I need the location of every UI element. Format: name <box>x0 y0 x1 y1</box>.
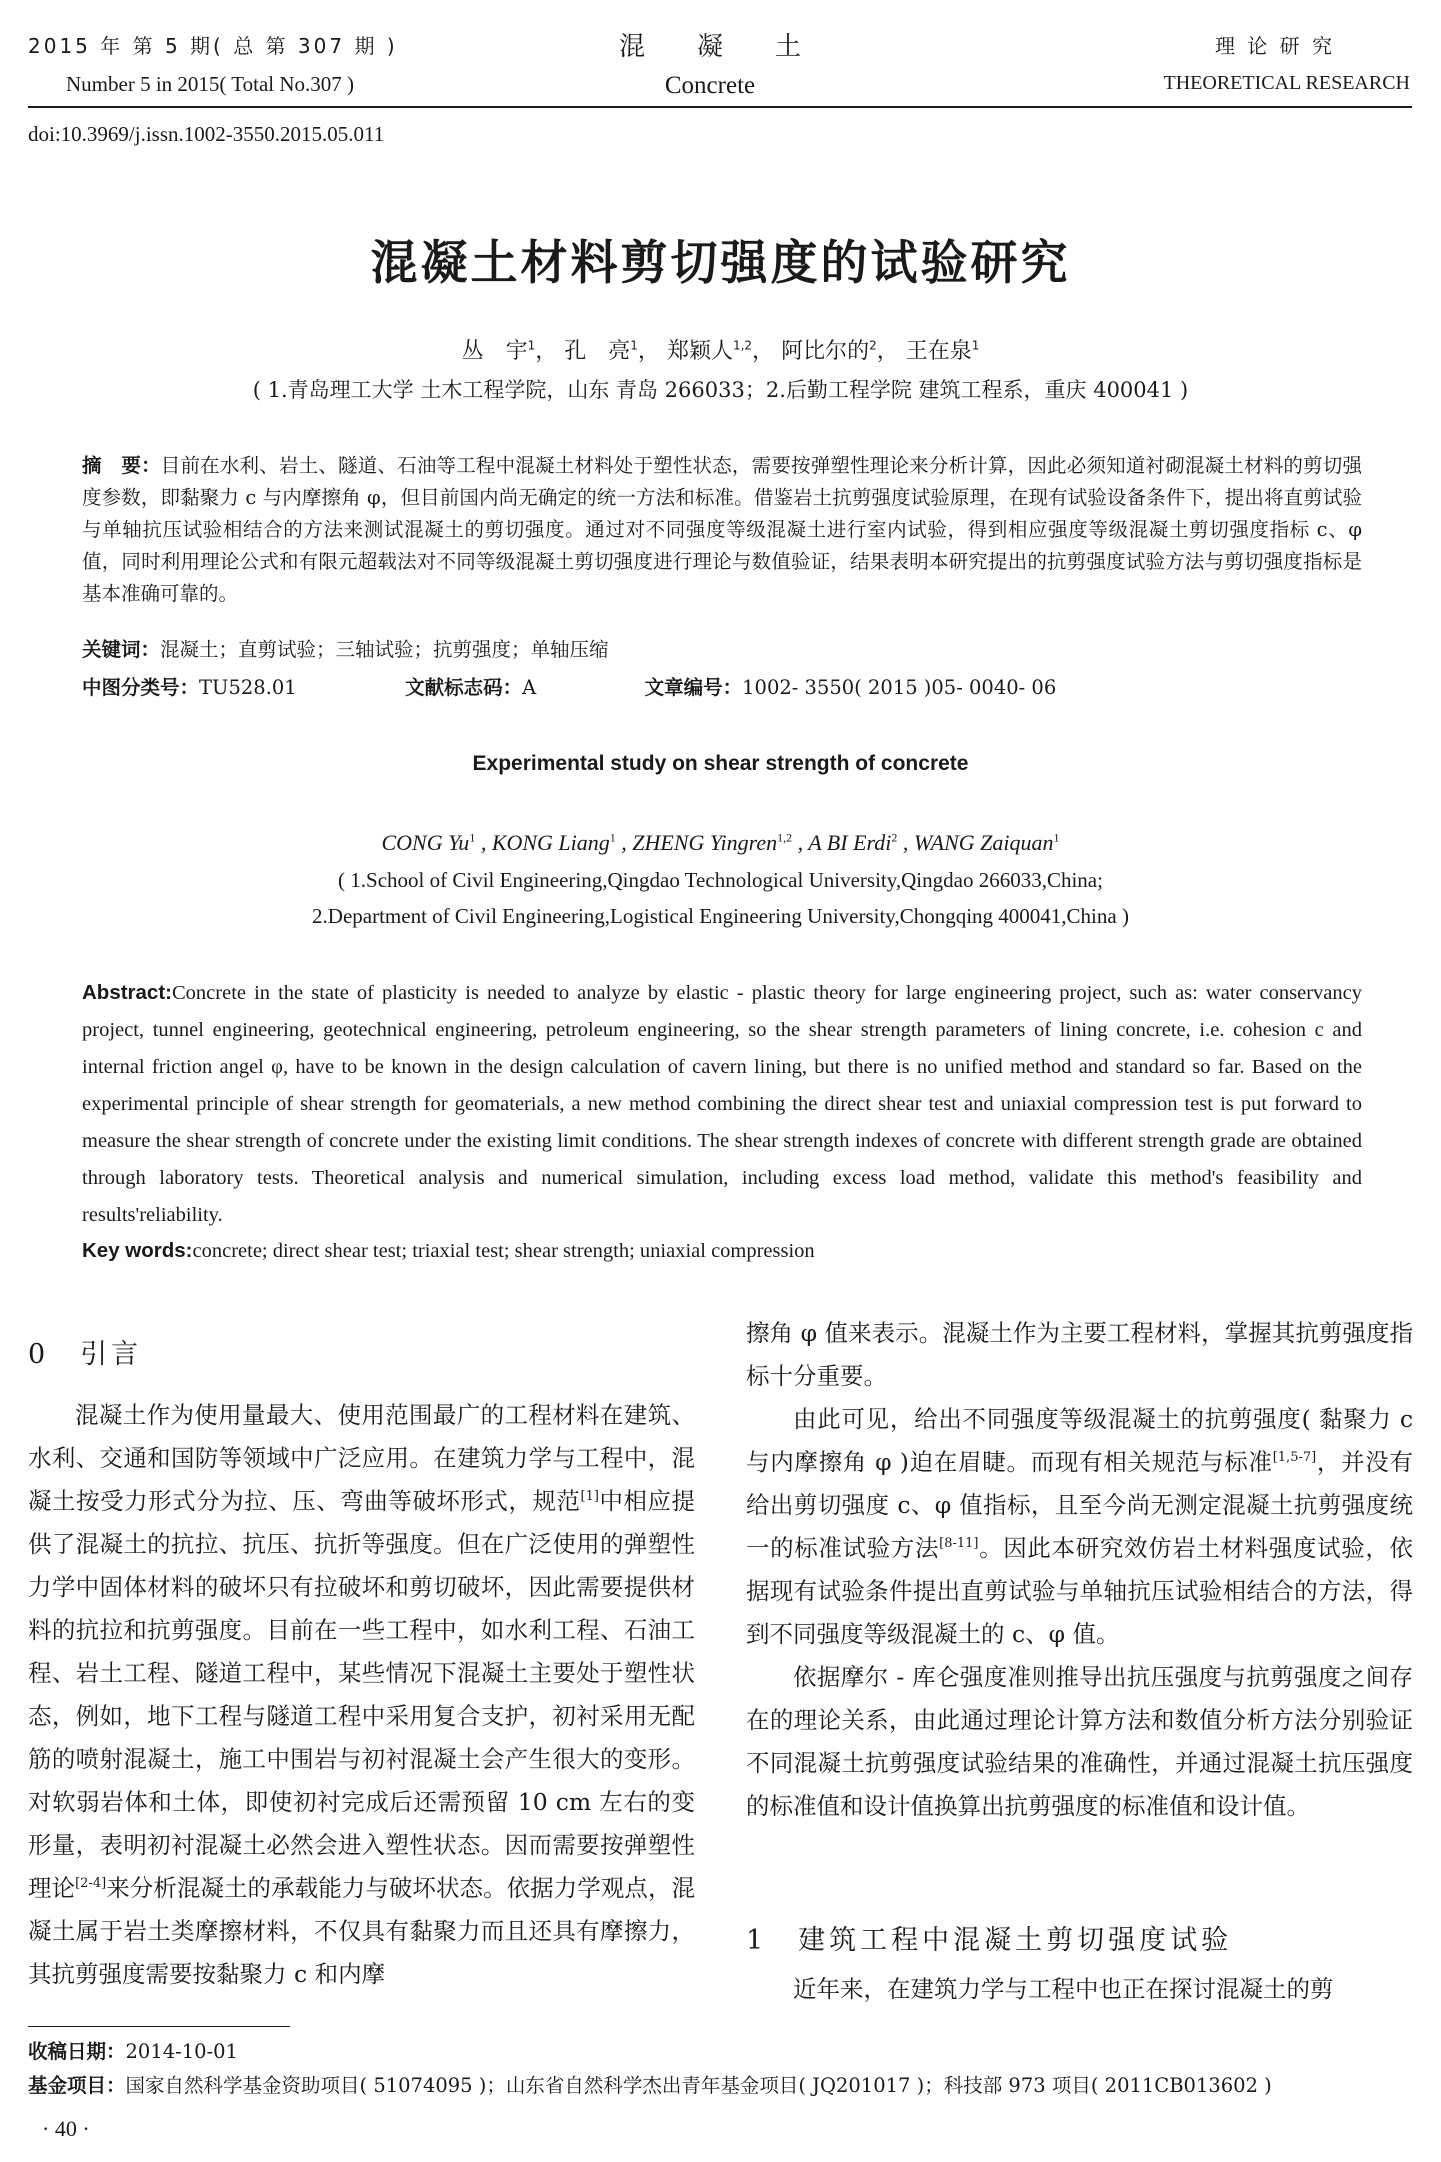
left-column <box>28 1394 695 1996</box>
author-name: 王在泉 <box>905 339 972 364</box>
author-separator: , <box>615 830 627 855</box>
keywords-en <box>82 1232 1362 1270</box>
affiliation-en-2: 2.Department of Civil Engineering,Logistical Engineering University,Chongqing 400041,China ) <box>312 904 1129 928</box>
paragraph-text: 中相应提供了混凝土的抗拉、抗压、抗折等强度。但在广泛使用的弹塑性力学中固体材料的破坏只有拉破坏和剪切破坏，因此需要提供材料的抗拉和抗剪强度。目前在一些工程中，如水利工程、石油工程、岩土工程、隧道工程中，某些情况下混凝土主要处于塑性状态，例如，地下工程与隧道工程中采用复合支护，初衬采用无配筋的喷射混凝土，施工中围岩与初衬混凝土会产生很大的变形。对软弱岩体和土体，即使初衬完成后还需预留 10 cm 左右的变形量，表明初衬混凝土必然会进入塑性状态。因而需要按弹塑性理论 <box>28 1487 696 1902</box>
author-separator: ， <box>752 339 775 364</box>
keywords-cn-label: 关键词： <box>82 638 161 661</box>
page-title: 混凝土材料剪切强度的试验研究 <box>370 236 1071 291</box>
paragraph-text: 。因此本研究效仿岩土材料强度试验，依据现有试验条件提出直剪试验与单轴抗压试验相结合的方法，得到不同强度等级混凝土的 c、φ 值。 <box>746 1534 1414 1648</box>
author-name: 孔 亮 <box>564 339 631 364</box>
doc-code-label: 文献标志码： <box>405 676 523 699</box>
paragraph: 依据摩尔 - 库仑强度准则推导出抗压强度与抗剪强度之间存在的理论关系，由此通过理论计算方法和数值分析方法分别验证不同混凝土抗剪强度试验结果的准确性，并通过混凝土抗压强度的标准值和设计值换算出抗剪强度的标准值和设计值。 <box>746 1663 1413 1820</box>
author-name: 郑颖人 <box>666 339 733 364</box>
affiliation-en-1: ( 1.School of Civil Engineering,Qingdao Technological University,Qingdao 266033,China; <box>338 868 1103 892</box>
article-number-label: 文章编号： <box>644 676 743 699</box>
abstract-cn-label: 摘 要： <box>82 454 161 477</box>
author-affil-mark: 1 <box>630 338 638 353</box>
fund-label: 基金项目： <box>28 2074 126 2097</box>
author-name-en: KONG Liang <box>491 830 610 855</box>
classification <box>82 672 1362 704</box>
abstract-en-text: Concrete in the state of plasticity is needed to analyze by elastic - plastic theory for large engineering project, such as: water conservancy project, tunnel engineering, geotechnical engineering, petroleum engineering, so the shear strength parameters of lining concrete, i.e. cohesion c and internal friction angel φ, have to be known in the design calculation of cavern lining, but there is no unified method and standard so far. Based on the experimental principle of shear strength for geomaterials, a new method combining the direct shear test and uniaxial compression test is put forward to measure the shear strength of concrete under the existing limit conditions. The shear strength indexes of concrete with different strength grade are obtained through laboratory tests. Theoretical analysis and numerical simulation, including excess load method, validate this method's feasibility and results'reliability. <box>82 982 1362 1226</box>
affiliation-cn: ( 1.青岛理工大学 土木工程学院，山东 青岛 266033；2.后勤工程学院 建筑工程系，重庆 400041 ) <box>252 378 1189 402</box>
footnote-rule <box>28 2026 290 2027</box>
author-separator: , <box>475 830 487 855</box>
author-affil-mark: 1 <box>527 338 536 353</box>
keywords-en-text: concrete; direct shear test; triaxial test; shear strength; uniaxial compression <box>192 1240 815 1262</box>
header-column-en: THEORETICAL RESEARCH <box>1163 72 1410 94</box>
paragraph <box>28 1394 695 1996</box>
author-separator: , <box>792 830 804 855</box>
received-date <box>28 2036 238 2064</box>
author-separator: ， <box>637 339 660 364</box>
keywords-cn <box>82 634 1362 666</box>
paragraph-text: 混凝土作为使用量最大、使用范围最广的工程材料在建筑、水利、交通和国防等领域中广泛应用。在建筑力学与工程中，混凝土按受力形式分为拉、压、弯曲等破坏形式，规范 <box>28 1401 695 1515</box>
header-issue-en: Number 5 in 2015( Total No.307 ) <box>66 72 355 96</box>
doc-code-value: A <box>522 676 537 699</box>
author-name: 阿比尔的 <box>781 339 870 364</box>
author-affil-mark: 1 <box>469 830 476 845</box>
clc-label: 中图分类号： <box>82 676 200 699</box>
title-en: Experimental study on shear strength of concrete <box>472 752 969 775</box>
author-affil-mark: 1,2 <box>777 830 793 845</box>
right-column-continued <box>746 1968 1413 2011</box>
author-name-en: WANG Zaiquan <box>913 830 1054 855</box>
paragraph: 擦角 φ 值来表示。混凝土作为主要工程材料，掌握其抗剪强度指标十分重要。 <box>746 1319 1413 1390</box>
author-separator: ， <box>876 339 899 364</box>
author-affil-mark: 1 <box>971 338 980 353</box>
page-number: · 40 · <box>42 2116 90 2141</box>
authors-en <box>0 830 1441 856</box>
author-affil-mark: 1 <box>609 830 616 845</box>
citation: [2-4] <box>75 1876 107 1892</box>
paragraph <box>746 1398 1413 1656</box>
authors-cn <box>0 334 1441 365</box>
abstract-en <box>82 974 1362 1234</box>
keywords-cn-text: 混凝土；直剪试验；三轴试验；抗剪强度；单轴压缩 <box>160 638 609 661</box>
author-separator: , <box>897 830 909 855</box>
author-affil-mark: 1 <box>1053 830 1060 845</box>
citation: [1,5-7] <box>1272 1450 1317 1466</box>
section-heading-1: 1 建筑工程中混凝土剪切强度试验 <box>746 1925 1233 1956</box>
header-rule <box>28 106 1412 108</box>
received-value: 2014-10-01 <box>125 2040 238 2063</box>
author-name-en: ZHENG Yingren <box>632 830 778 855</box>
author-name-en: CONG Yu <box>381 830 470 855</box>
right-column <box>746 1312 1413 1828</box>
article-number-value: 1002- 3550( 2015 )05- 0040- 06 <box>742 676 1057 699</box>
fund-info <box>28 2070 1418 2098</box>
paragraph: 近年来，在建筑力学与工程中也正在探讨混凝土的剪 <box>793 1975 1334 2003</box>
author-affil-mark: 2 <box>869 338 877 353</box>
citation: [1] <box>580 1489 599 1505</box>
clc-value: TU528.01 <box>199 676 297 699</box>
abstract-cn-text: 目前在水利、岩土、隧道、石油等工程中混凝土材料处于塑性状态，需要按弹塑性理论来分析计算，因此必须知道衬砌混凝土材料的剪切强度参数，即黏聚力 c 与内摩擦角 φ，但目前国内尚无确定的统一方法和标准。借鉴岩土抗剪强度试验原理，在现有试验设备条件下，提出将直剪试验与单轴抗压试验相结合的方法来测试混凝土的剪切强度。通过对不同强度等级混凝土进行室内试验，得到相应强度等级混凝土剪切强度指标 c、φ 值，同时利用理论公式和有限元超载法对不同等级混凝土剪切强度进行理论与数值验证，结果表明本研究提出的抗剪强度试验方法与剪切强度指标是基本准确可靠的。 <box>82 454 1362 605</box>
fund-value: 国家自然科学基金资助项目( 51074095 )；山东省自然科学杰出青年基金项目( JQ201017 )；科技部 973 项目( 2011CB013602 ) <box>125 2074 1272 2097</box>
header-journal-cn: 混 凝 土 <box>618 32 801 62</box>
paragraph-text: 由此可见，给出不同强度等级混凝土的抗剪强度( 黏聚力 c 与内摩擦角 φ )迫在眉睫。而现有相关规范与标准 <box>746 1405 1413 1476</box>
author-name: 丛 宇 <box>461 339 528 364</box>
header-issue-cn: 2015 年 第 5 期( 总 第 307 期 ) <box>28 34 398 58</box>
header-column-cn: 理 论 研 究 <box>1214 34 1336 58</box>
abstract-en-label: Abstract: <box>82 981 172 1004</box>
received-label: 收稿日期： <box>28 2040 126 2063</box>
paragraph-text: 来分析混凝土的承载能力与破坏状态。依据力学观点，混凝土属于岩土类摩擦材料，不仅具有黏聚力而且还具有摩擦力，其抗剪强度需要按黏聚力 c 和内摩 <box>28 1874 696 1988</box>
author-separator: ， <box>535 339 558 364</box>
author-name-en: A BI Erdi <box>808 830 892 855</box>
header-journal-en: Concrete <box>664 72 756 99</box>
section-heading-introduction: 0 引言 <box>28 1339 143 1370</box>
author-affil-mark: 1,2 <box>732 338 753 353</box>
abstract-cn <box>82 450 1362 610</box>
citation: [8-11] <box>939 1536 979 1552</box>
doi: doi:10.3969/j.issn.1002-3550.2015.05.011 <box>28 122 385 146</box>
keywords-en-label: Key words: <box>82 1239 193 1262</box>
author-affil-mark: 2 <box>891 830 898 845</box>
paragraph-text: ，并没有给出剪切强度 c、φ 值指标，且至今尚无测定混凝土抗剪强度统一的标准试验方法 <box>746 1448 1414 1562</box>
